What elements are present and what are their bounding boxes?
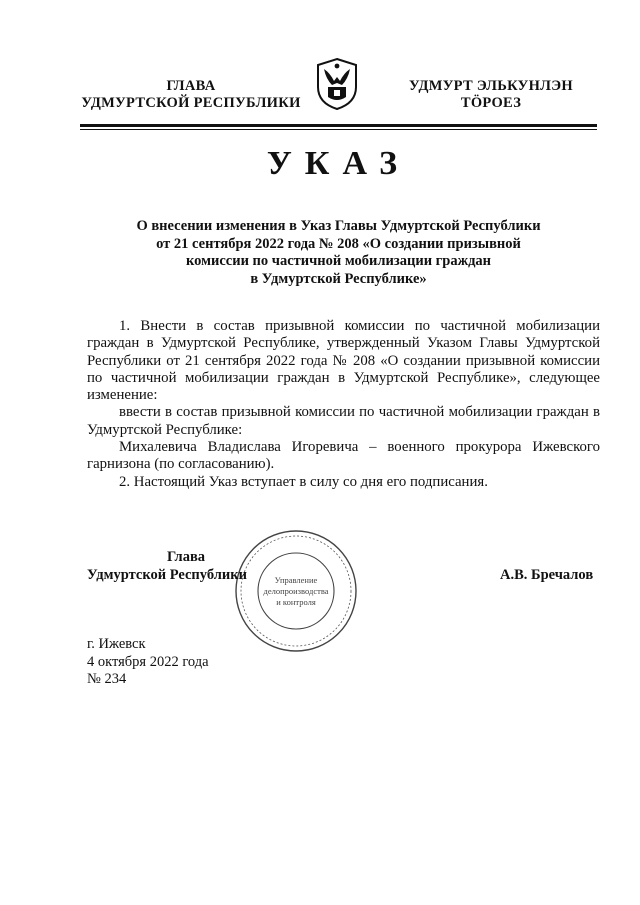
header-rule-thick	[80, 124, 597, 127]
signatory-title-line-2: Удмуртской Республики	[87, 567, 247, 583]
signatory-title-line-1: Глава	[166, 549, 206, 565]
issuer-line-1: ГЛАВА	[166, 78, 216, 94]
issuer-title-ru	[80, 78, 302, 112]
subject-line-1: О внесении изменения в Указ Главы Удмуртской Республики	[136, 218, 541, 234]
document-requisites	[87, 636, 209, 689]
subject-line-3: комиссии по частичной мобилизации граждан	[185, 253, 492, 269]
issuer-title-udm	[398, 78, 584, 112]
official-stamp	[233, 528, 359, 654]
issuer-udm-line-1: УДМУРТ ЭЛЬКУНЛЭН	[409, 78, 573, 94]
document-body	[87, 318, 600, 491]
paragraph-2: ввести в состав призывной комиссии по частичной мобилизации граждан в Удмуртской Республике:	[87, 404, 600, 438]
subject-line-4: в Удмуртской Республике»	[250, 270, 427, 287]
header-rule-thin	[80, 129, 597, 130]
stamp-center-line-1: Управление	[274, 575, 318, 585]
stamp-center-line-3: и контроля	[276, 597, 316, 607]
document-number: № 234	[87, 671, 127, 687]
paragraph-1: 1. Внести в состав призывной комиссии по частичной мобилизации граждан в Удмуртской Республике, утвержденный Указом Главы Удмуртской Республики от 21 сентября 2022 года № 208 «О создании призывной комиссии по частичной мобилизации граждан в Удмуртской Республике», следующее изменение:	[87, 318, 600, 404]
issuer-line-2: УДМУРТСКОЙ РЕСПУБЛИКИ	[81, 95, 301, 111]
udmurt-coat-of-arms-icon	[312, 57, 362, 111]
issue-city: г. Ижевск	[87, 636, 146, 652]
paragraph-4: 2. Настоящий Указ вступает в силу со дня его подписания.	[119, 473, 488, 490]
issuer-udm-line-2: ТӦРОЕЗ	[460, 95, 522, 111]
issue-date: 4 октября 2022 года	[87, 653, 209, 670]
document-type-title: УКАЗ	[266, 145, 411, 182]
stamp-center-line-2: делопроизводства	[263, 586, 329, 596]
signatory-name: А.В. Бречалов	[500, 567, 594, 583]
paragraph-3: Михалевича Владислава Игоревича – военного прокурора Ижевского гарнизона (по согласованию).	[87, 439, 600, 473]
signatory-title	[87, 548, 285, 584]
document-subject	[80, 218, 597, 288]
subject-line-2: от 21 сентября 2022 года № 208 «О создании призывной	[156, 235, 521, 252]
